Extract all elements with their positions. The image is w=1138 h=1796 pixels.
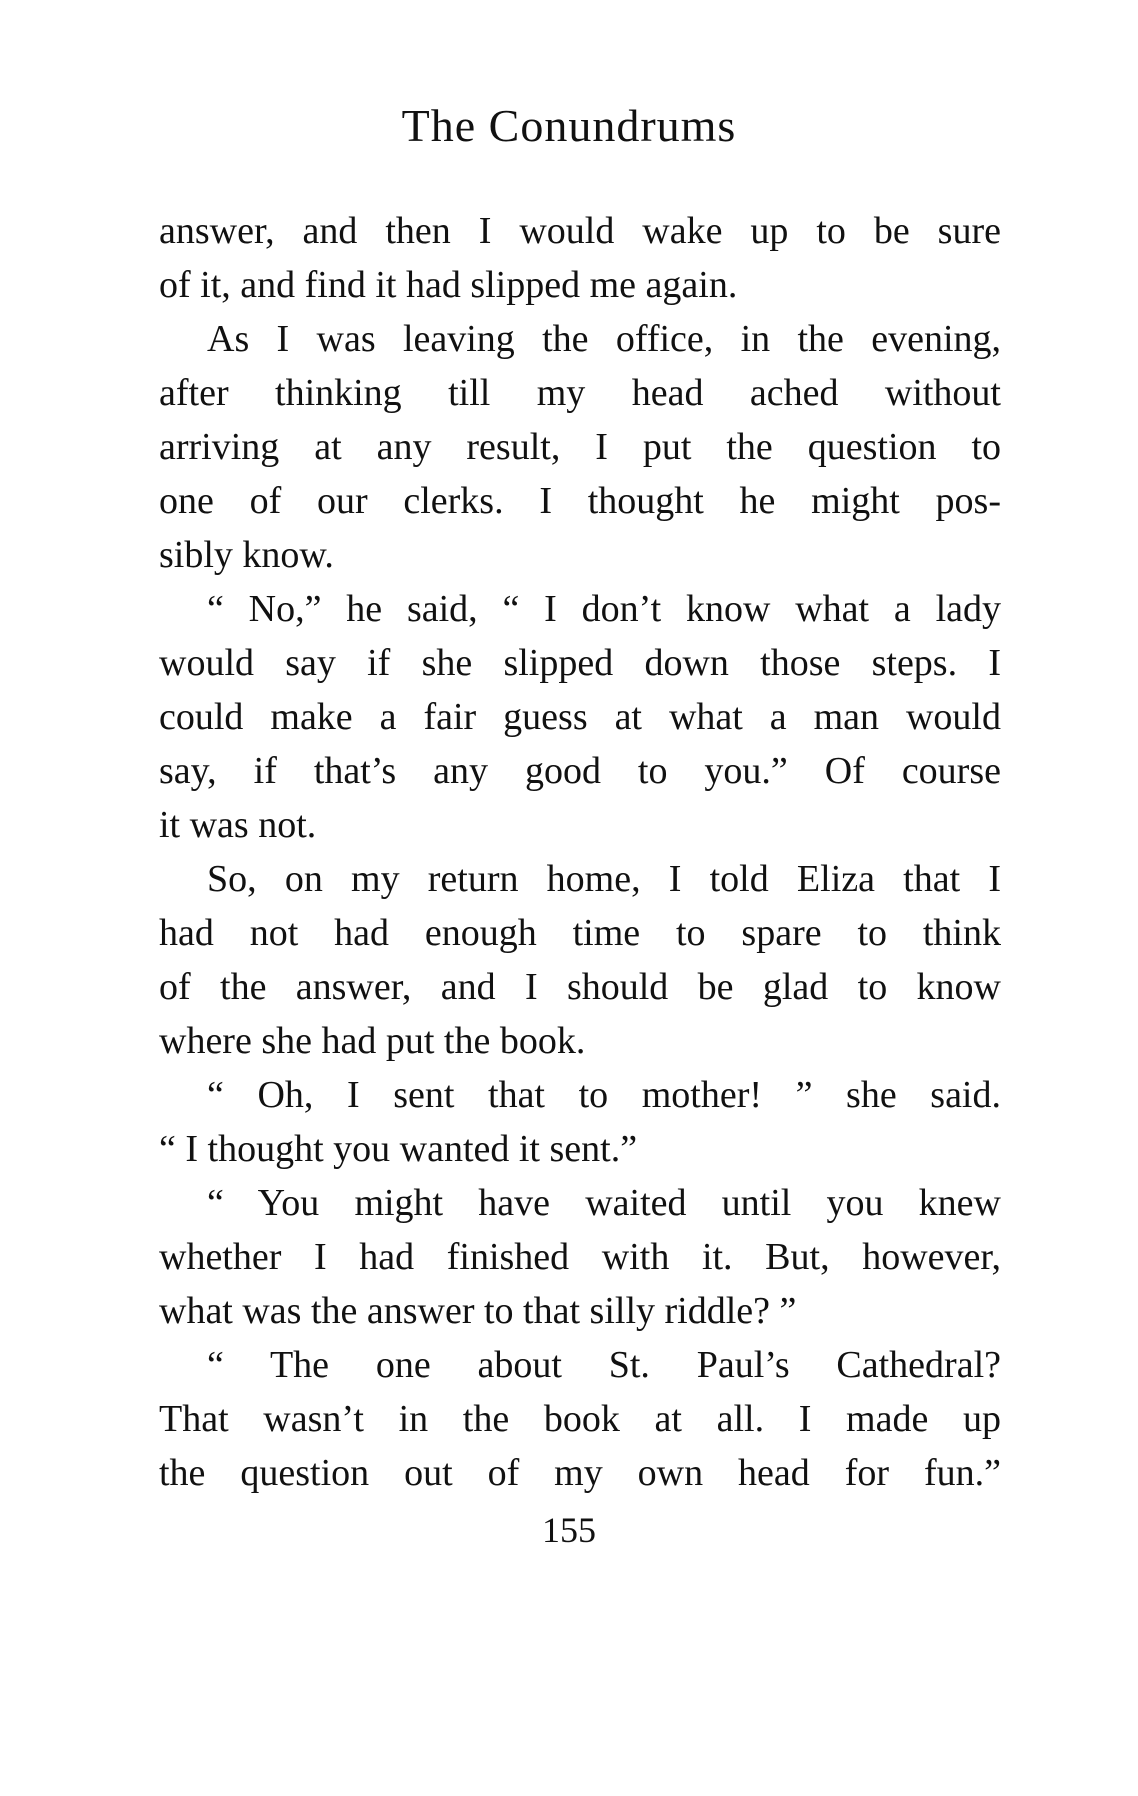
text-line: As I was leaving the office, in the evening,: [207, 318, 1001, 360]
text-line: it was not.: [159, 804, 317, 846]
text-line: could make a fair guess at what a man would: [159, 696, 1001, 738]
text-line: “ You might have waited until you knew: [207, 1182, 1001, 1224]
text-line: of the answer, and I should be glad to know: [159, 966, 1001, 1008]
text-line: what was the answer to that silly riddle? ”: [159, 1290, 797, 1332]
text-line: say, if that’s any good to you.” Of course: [159, 750, 1001, 792]
text-line: “ No,” he said, “ I don’t know what a lady: [207, 588, 1001, 630]
text-line: So, on my return home, I told Eliza that I: [207, 858, 1001, 900]
text-line: would say if she slipped down those steps. I: [159, 642, 1001, 684]
text-line: That wasn’t in the book at all. I made up: [159, 1398, 1001, 1440]
text-line: arriving at any result, I put the question to: [159, 426, 1001, 468]
text-line: answer, and then I would wake up to be sure: [159, 210, 1001, 252]
text-line: “ The one about St. Paul’s Cathedral?: [207, 1344, 1001, 1386]
body-text: [159, 204, 1001, 1500]
running-head: The Conundrums: [401, 100, 737, 151]
text-line: whether I had finished with it. But, however,: [159, 1236, 1001, 1278]
text-line: had not had enough time to spare to think: [159, 912, 1001, 954]
text-line: of it, and find it had slipped me again.: [159, 264, 738, 306]
text-line: after thinking till my head ached without: [159, 372, 1001, 414]
text-line: one of our clerks. I thought he might pos-: [159, 480, 1001, 522]
text-line: “ Oh, I sent that to mother! ” she said.: [207, 1074, 1001, 1116]
text-line: “ I thought you wanted it sent.”: [159, 1128, 638, 1170]
text-line: the question out of my own head for fun.”: [159, 1452, 1001, 1494]
text-line: where she had put the book.: [159, 1020, 586, 1062]
page-number: 155: [542, 1510, 596, 1550]
text-line: sibly know.: [159, 534, 334, 576]
